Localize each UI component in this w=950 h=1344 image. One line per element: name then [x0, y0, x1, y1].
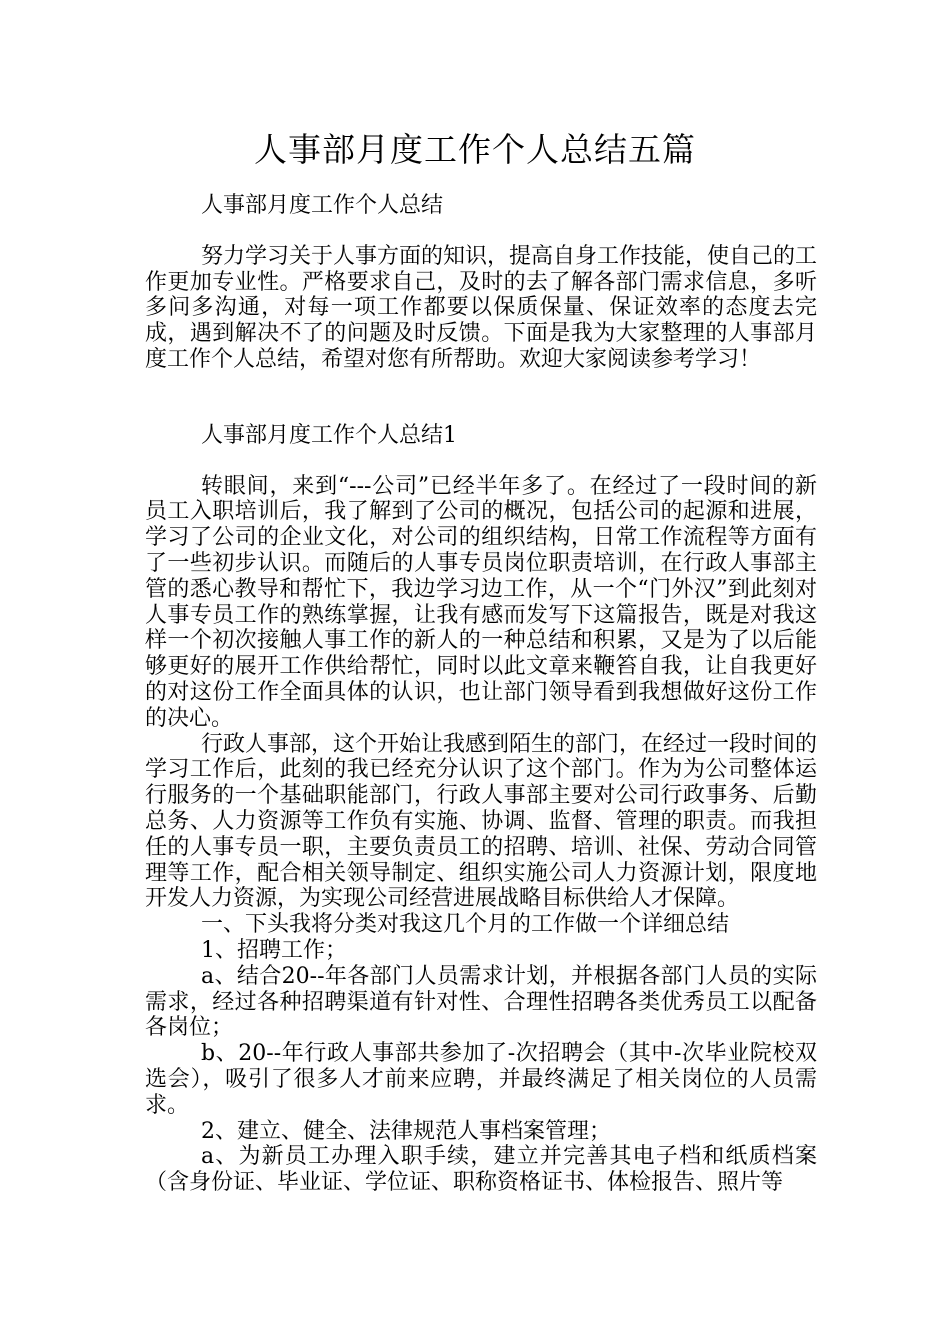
- spacer: [145, 219, 817, 244]
- body-paragraph: 2、建立、健全、法律规范人事档案管理；: [201, 1118, 611, 1144]
- body-paragraph: 一、下头我将分类对我这几个月的工作做一个详细总结: [201, 912, 730, 938]
- spacer: [145, 373, 817, 423]
- body-paragraph: 转眼间，来到“---公司”已经半年多了。在经过了一段时间的新员工入职培训后，我了解到了公司的概况，包括公司的起源和进展，学习了公司的企业文化，对公司的组织结构，日常工作流程等方面有了一些初步认识。而随后的人事专员岗位职责培训，在行政人事部主管的悉心教导和帮忙下，我边学习边工作，从一个“门外汉”到此刻对人事专员工作的熟练掌握，让我有感而发写下这篇报告，既是对我这样一个初次接触人事工作的新人的一种总结和积累，又是为了以后能够更好的展开工作供给帮忙，同时以此文章来鞭笞自我，让自我更好的对这份工作全面具体的认识，也让部门领导看到我想做好这份工作的决心。: [145, 473, 817, 731]
- intro-paragraph: 努力学习关于人事方面的知识，提高自身工作技能，使自己的工作更加专业性。严格要求自己，及时的去了解各部门需求信息，多听多问多沟通，对每一项工作都要以保质保量、保证效率的态度去完成，遇到解决不了的问题及时反馈。下面是我为大家整理的人事部月度工作个人总结，希望对您有所帮助。欢迎大家阅读参考学习！: [145, 243, 818, 372]
- document-title: 人事部月度工作个人总结五篇: [254, 130, 696, 169]
- spacer: [145, 449, 817, 474]
- body-paragraph: 行政人事部，这个开始让我感到陌生的部门，在经过一段时间的学习工作后，此刻的我已经充分认识了这个部门。作为为公司整体运行服务的一个基础职能部门，行政人事部主要对公司行政事务、后勤总务、人力资源等工作负有实施、协调、监督、管理的职责。而我担任的人事专员一职，主要负责员工的招聘、培训、社保、劳动合同管理等工作，配合相关领导制定、组织实施公司人力资源计划，限度地开发人力资源，为实现公司经营进展战略目标供给人才保障。: [145, 731, 818, 912]
- document-body: [145, 193, 817, 1196]
- body-paragraph: b、20--年行政人事部共参加了-次招聘会（其中-次毕业院校双选会），吸引了很多人才前来应聘，并最终满足了相关岗位的人员需求。: [145, 1041, 817, 1118]
- body-paragraph: 1、招聘工作；: [201, 937, 347, 963]
- subtitle: 人事部月度工作个人总结: [201, 193, 444, 218]
- section-heading: 人事部月度工作个人总结1: [201, 422, 457, 448]
- body-paragraph: a、结合20--年各部门人员需求计划，并根据各部门人员的实际需求，经过各种招聘渠道有针对性、合理性招聘各类优秀员工以配备各岗位；: [145, 963, 817, 1041]
- body-paragraph: a、为新员工办理入职手续，建立并完善其电子档和纸质档案（含身份证、毕业证、学位证、职称资格证书、体检报告、照片等: [145, 1144, 817, 1196]
